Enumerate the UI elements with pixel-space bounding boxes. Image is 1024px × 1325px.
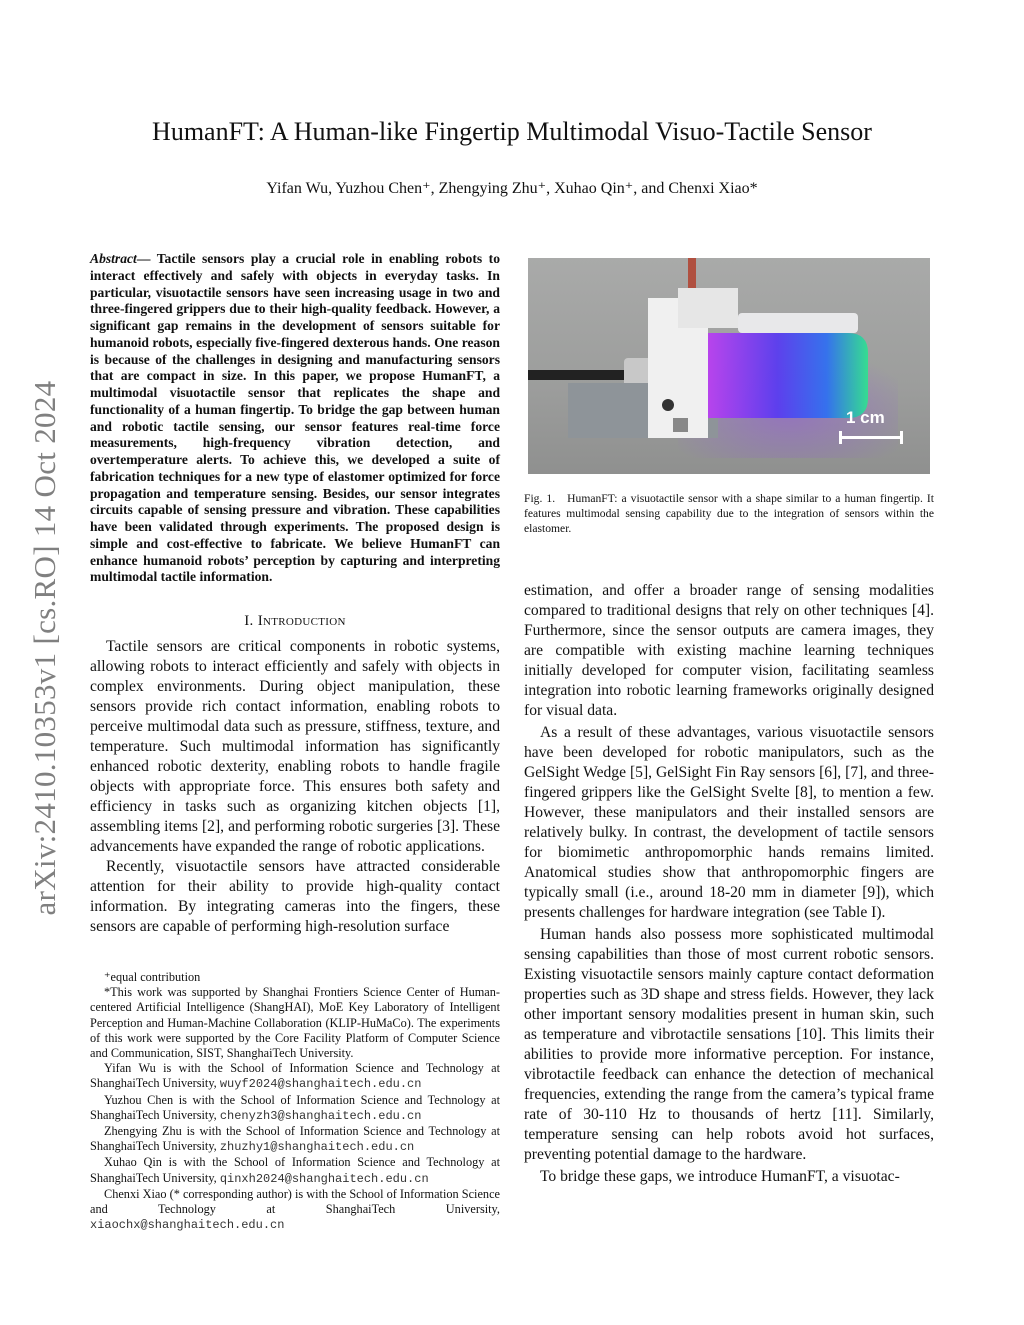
abstract bbox=[90, 251, 500, 586]
arxiv-identifier[interactable]: arXiv:2410.10353v1 [cs.RO] 14 Oct 2024 bbox=[27, 380, 62, 916]
scale-bar-tick bbox=[900, 431, 903, 444]
intro-left-column bbox=[90, 637, 500, 937]
scale-bar-label: 1 cm bbox=[846, 408, 885, 427]
paragraph: Tactile sensors are critical components in robotic systems, allowing robots to interact efficiently and safely with objects in complex environments. During object manipulation, these sensors provide rich contact information, enabling robots to perceive multimodal data such as pressure, stiffness, texture, and temperature. Such multimodal information has significantly enhanced robotic dexterity, enabling robots to handle fragile objects with appropriate force. This ensures both safety and efficiency in tasks such as organizing kitchen objects [1], assembling items [2], and performing robotic surgeries [3]. These advancements have expanded the range of robotic applications. bbox=[90, 638, 500, 855]
section-heading-introduction: I. Introduction bbox=[244, 613, 346, 629]
footnote: ⁺equal contribution bbox=[104, 970, 201, 984]
paper-title: HumanFT: A Human-like Fingertip Multimodal Visuo-Tactile Sensor bbox=[152, 117, 872, 146]
email-link[interactable]: chenyzh3@shanghaitech.edu.cn bbox=[219, 1108, 422, 1123]
footnotes bbox=[90, 970, 500, 1233]
paragraph: estimation, and offer a broader range of sensing modalities compared to traditional designs that rely on other techniques [4]. Furthermore, since the sensor outputs are camera images, they are compatible with existing machine learning techniques initially developed for computer vision, facilitating seamless integration into robotic learning frameworks originally designed for visual data. bbox=[524, 582, 934, 719]
footnote: Yifan Wu is with the School of Information Science and Technology at ShanghaiTech University, wuyf2024@shanghaitech.edu.cn bbox=[90, 1061, 500, 1092]
email-link[interactable]: zhuzhy1@shanghaitech.edu.cn bbox=[219, 1140, 415, 1155]
author-list: Yifan Wu, Yuzhou Chen⁺, Zhengying Zhu⁺, Xuhao Qin⁺, and Chenxi Xiao* bbox=[266, 180, 758, 197]
email-link[interactable]: qinxh2024@shanghaitech.edu.cn bbox=[219, 1171, 429, 1186]
paragraph: As a result of these advantages, various visuotactile sensors have been developed for robotic manipulators, such as the GelSight Wedge [5], GelSight Fin Ray sensors [6], [7], and three-fingered grippers like the GelSight Svelte [8], to mention a few. However, these manipulators and their installed sensors are relatively bulky. In contrast, the development of tactile sensors for biomimetic anthropomorphic hands remains limited. Anatomical studies show that anthropomorphic fingers are typically small (i.e., around 18-20 mm in diameter [9]), which presents challenges for hardware integration (see Table I). bbox=[524, 724, 934, 921]
scale-bar-tick bbox=[839, 431, 842, 444]
paragraph: Recently, visuotactile sensors have attracted considerable attention for their ability to provide high-quality contact information. By integrating cameras into the fingers, these sensors are capable of performing high-resolution surface bbox=[90, 858, 500, 935]
footnote: *This work was supported by Shanghai Frontiers Science Center of Human-centered Artificial Intelligence (ShangHAI), MoE Key Laboratory of Intelligent Perception and Human-Machine Collaboration (KLIP-HuMaCo). The experiments of this work were supported by the Core Facility Platform of Computer Science and Communication, SIST, ShanghaiTech University. bbox=[90, 985, 500, 1061]
paragraph: Human hands also possess more sophisticated multimodal sensing capabilities than those of most current robotic sensors. Existing visuotactile sensors mainly capture contact deformation properties such as 3D shape and stress fields. However, they lack other important sensory modalities present in human skin, such as temperature and vibrotactile sensations [10]. This limits their abilities to provide more informative perception. For instance, vibrotactile feedback can enhance the detection of mechanical frequencies, extending the range from the camera’s typical frame rate of 30-110 Hz to thousands of hertz [11]. Similarly, temperature sensing can help robots avoid hot surfaces, preventing potential damage to the hardware. bbox=[524, 926, 934, 1163]
scale-bar bbox=[839, 436, 903, 439]
footnote: Zhengying Zhu is with the School of Information Science and Technology at ShanghaiTech University, zhuzhy1@shanghaitech.edu.cn bbox=[90, 1124, 500, 1155]
abstract-label: Abstract bbox=[90, 251, 137, 266]
footnote: Chenxi Xiao (* corresponding author) is with the School of Information Science and Technology at ShanghaiTech University, xiaochx@shanghaitech.edu.cn bbox=[90, 1186, 500, 1233]
footnote: Xuhao Qin is with the School of Information Science and Technology at ShanghaiTech University, qinxh2024@shanghaitech.edu.cn bbox=[90, 1155, 500, 1186]
sensor-illustration bbox=[528, 258, 930, 474]
paragraph: To bridge these gaps, we introduce HumanFT, a visuotac- bbox=[540, 1168, 900, 1185]
email-link[interactable]: xiaochx@shanghaitech.edu.cn bbox=[90, 1218, 285, 1233]
email-link[interactable]: wuyf2024@shanghaitech.edu.cn bbox=[219, 1077, 422, 1092]
figure-1-caption: Fig. 1. HumanFT: a visuotactile sensor with a shape similar to a human fingertip. It features multimodal sensing capability due to the integration of sensors within the elastomer. bbox=[524, 492, 937, 535]
figure-1-sensor-photo bbox=[528, 258, 930, 474]
intro-right-column bbox=[524, 581, 934, 1187]
abstract-text: — Tactile sensors play a crucial role in enabling robots to interact effectively and safely with objects in everyday tasks. In particular, visuotactile sensors have seen increasing usage in two and three-fingered grippers due to their high-quality feedback. However, a significant gap remains in the development of sensors suitable for humanoid robots, especially five-fingered dexterous hands. One reason is because of the challenges in designing and manufacturing sensors that are compact in size. In this paper, we propose HumanFT, a multimodal visuotactile sensor that replicates the shape and functionality of a human fingertip. To bridge the gap between human and robotic tactile sensing, our sensor features real-time force measurements, high-frequency vibration detection, and overtemperature alerts. To achieve this, we developed a suite of fabrication techniques for a new type of elastomer optimized for force propagation and temperature sensing. Besides, our sensor integrates circuits capable of sensing pressure and vibration. These capabilities have been validated through experiments. The proposed design is simple and cost-effective to fabricate. We believe HumanFT can enhance humanoid robots’ perception by capturing and interpreting multimodal tactile information. bbox=[90, 251, 500, 585]
footnote: Yuzhou Chen is with the School of Information Science and Technology at ShanghaiTech University, chenyzh3@shanghaitech.edu.cn bbox=[90, 1092, 500, 1123]
